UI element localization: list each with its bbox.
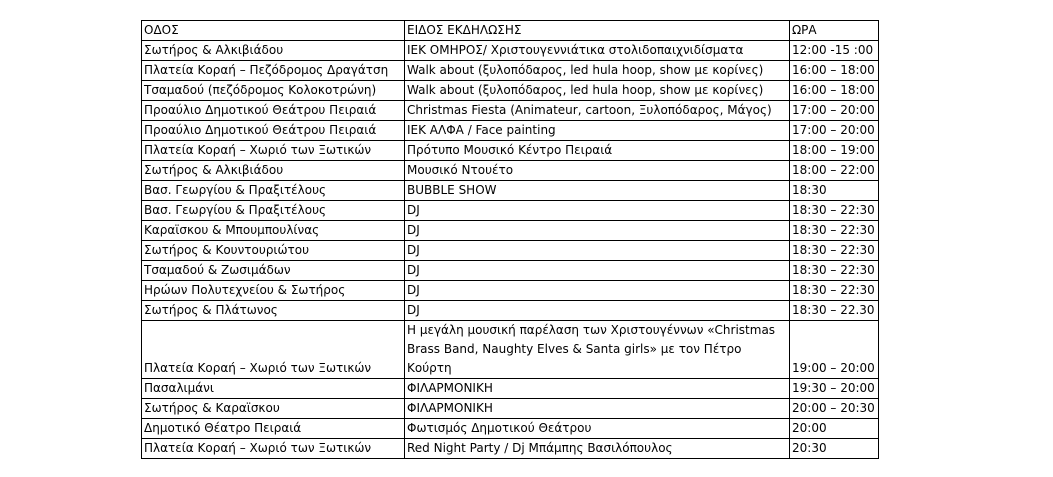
cell-event: DJ (405, 261, 790, 281)
table-row (142, 261, 879, 281)
cell-time: 18:30 – 22:30 (790, 261, 879, 281)
cell-event: Μουσικό Ντουέτο (405, 161, 790, 181)
cell-event: DJ (405, 241, 790, 261)
cell-time: 18:00 – 22:00 (790, 161, 879, 181)
cell-time: 20:30 (790, 439, 879, 459)
cell-street: Πλατεία Κοραή – Χωριό των Ξωτικών (142, 141, 405, 161)
cell-event: ΦΙΛΑΡΜΟΝΙΚΗ (405, 379, 790, 399)
table-row (142, 61, 879, 81)
table-row (142, 241, 879, 261)
table-row (142, 181, 879, 201)
table-row (142, 81, 879, 101)
cell-street: Σωτήρος & Αλκιβιάδου (142, 161, 405, 181)
cell-street: Σωτήρος & Καραϊσκου (142, 399, 405, 419)
header-row (142, 21, 879, 41)
cell-time: 17:00 – 20:00 (790, 121, 879, 141)
cell-event: BUBBLE SHOW (405, 181, 790, 201)
cell-street: Καραϊσκου & Μπουμπουλίνας (142, 221, 405, 241)
cell-event: Walk about (ξυλοπόδαρος, led hula hoop, show με κορίνες) (405, 61, 790, 81)
cell-street: Ηρώων Πολυτεχνείου & Σωτήρος (142, 281, 405, 301)
cell-street: Πασαλιμάνι (142, 379, 405, 399)
cell-time: 12:00 -15 :00 (790, 41, 879, 61)
event-schedule-table (141, 20, 879, 459)
cell-street: Προαύλιο Δημοτικού Θεάτρου Πειραιά (142, 101, 405, 121)
table-row (142, 101, 879, 121)
header-time: ΩΡΑ (790, 21, 879, 41)
cell-time: 20:00 – 20:30 (790, 399, 879, 419)
cell-street: Σωτήρος & Αλκιβιάδου (142, 41, 405, 61)
cell-street: Σωτήρος & Κουντουριώτου (142, 241, 405, 261)
cell-event: Walk about (ξυλοπόδαρος, led hula hoop, show με κορίνες) (405, 81, 790, 101)
cell-street: Τσαμαδού (πεζόδρομος Κολοκοτρώνη) (142, 81, 405, 101)
cell-event: DJ (405, 201, 790, 221)
header-event-type: ΕΙΔΟΣ ΕΚΔΗΛΩΣΗΣ (405, 21, 790, 41)
table-row (142, 419, 879, 439)
cell-event: ΦΙΛΑΡΜΟΝΙΚΗ (405, 399, 790, 419)
cell-event: Red Night Party / Dj Μπάμπης Βασιλόπουλος (405, 439, 790, 459)
table-row (142, 161, 879, 181)
header-street: ΟΔΟΣ (142, 21, 405, 41)
cell-street: Πλατεία Κοραή – Χωριό των Ξωτικών (142, 321, 405, 379)
cell-time: 19:00 – 20:00 (790, 321, 879, 379)
cell-event: DJ (405, 281, 790, 301)
cell-time: 18:30 – 22.30 (790, 301, 879, 321)
cell-street: Πλατεία Κοραή – Πεζόδρομος Δραγάτση (142, 61, 405, 81)
cell-time: 18:30 – 22:30 (790, 221, 879, 241)
table-row (142, 281, 879, 301)
cell-street: Βασ. Γεωργίου & Πραξιτέλους (142, 201, 405, 221)
cell-event (405, 321, 790, 379)
table-row (142, 141, 879, 161)
cell-time: 18:30 (790, 181, 879, 201)
cell-time: 18:30 – 22:30 (790, 201, 879, 221)
cell-street: Σωτήρος & Πλάτωνος (142, 301, 405, 321)
cell-event: DJ (405, 301, 790, 321)
table-row (142, 301, 879, 321)
cell-event-line: Brass Band, Naughty Elves & Santa girls» με τον Πέτρο Κούρτη (407, 342, 742, 375)
cell-event: Christmas Fiesta (Animateur, cartoon, Ξυλοπόδαρος, Μάγος) (405, 101, 790, 121)
cell-time: 18:30 – 22:30 (790, 281, 879, 301)
cell-street: Πλατεία Κοραή – Χωριό των Ξωτικών (142, 439, 405, 459)
table-row (142, 379, 879, 399)
cell-time: 16:00 – 18:00 (790, 61, 879, 81)
cell-time: 18:30 – 22:30 (790, 241, 879, 261)
table-row (142, 399, 879, 419)
cell-event: DJ (405, 221, 790, 241)
cell-street: Προαύλιο Δημοτικού Θεάτρου Πειραιά (142, 121, 405, 141)
cell-street: Βασ. Γεωργίου & Πραξιτέλους (142, 181, 405, 201)
cell-time: 19:30 – 20:00 (790, 379, 879, 399)
cell-event: ΙΕΚ ΟΜΗΡΟΣ/ Χριστουγεννιάτικα στολιδοπαιχνιδίσματα (405, 41, 790, 61)
table-row (142, 221, 879, 241)
table-row (142, 41, 879, 61)
table-row (142, 121, 879, 141)
cell-event: Πρότυπο Μουσικό Κέντρο Πειραιά (405, 141, 790, 161)
cell-time: 20:00 (790, 419, 879, 439)
cell-time: 17:00 – 20:00 (790, 101, 879, 121)
cell-time: 16:00 – 18:00 (790, 81, 879, 101)
table-row (142, 201, 879, 221)
table-row (142, 321, 879, 379)
cell-event-line: Η μεγάλη μουσική παρέλαση των Χριστουγέννων «Christmas (407, 323, 776, 337)
cell-event: ΙΕΚ ΑΛΦΑ / Face painting (405, 121, 790, 141)
cell-street: Τσαμαδού & Ζωσιμάδων (142, 261, 405, 281)
cell-street: Δημοτικό Θέατρο Πειραιά (142, 419, 405, 439)
table-row (142, 439, 879, 459)
cell-event: Φωτισμός Δημοτικού Θεάτρου (405, 419, 790, 439)
cell-time: 18:00 – 19:00 (790, 141, 879, 161)
event-schedule-sheet (141, 20, 879, 459)
